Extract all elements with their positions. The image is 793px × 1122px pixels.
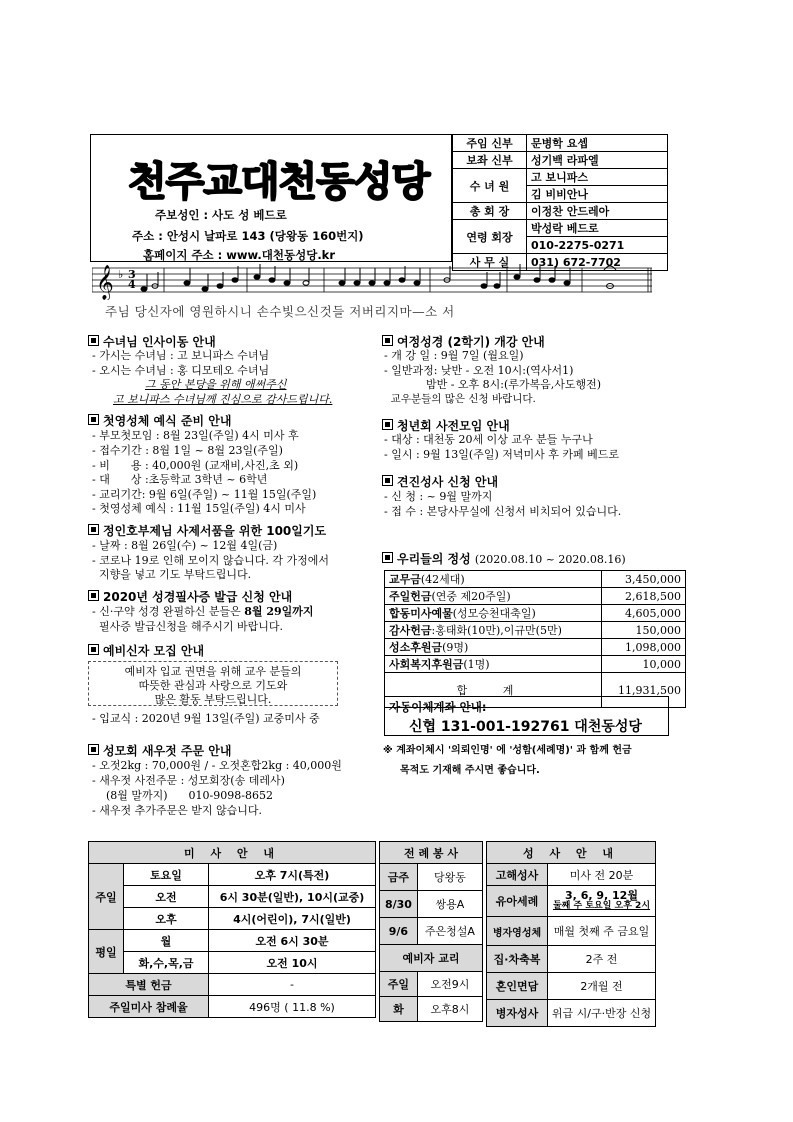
table-row: 합 계 11,931,500: [385, 673, 686, 708]
text-line: - 개 강 일 : 9월 7일 (월요일): [384, 349, 524, 362]
section-title-sister-transfer: 수녀님 인사이동 안내: [88, 333, 216, 350]
staff-table: [452, 134, 668, 271]
square-bullet-icon: [88, 414, 99, 425]
text-line: - 첫영성체 예식 : 11월 15일(주일) 4시 미사: [92, 502, 306, 515]
catechumen-message-box: 예비자 입교 권면을 위해 교우 분들의 따뜻한 관심과 사랑으로 기도와 많은 활동 부탁드립니다.: [88, 661, 338, 706]
table-row: 감사헌금:홍태화(10만),이규만(5만) 150,000: [385, 622, 686, 639]
svg-text:3: 3: [128, 268, 136, 281]
svg-text:4: 4: [128, 278, 136, 291]
bank-label: 자동이체계좌 안내:: [389, 700, 487, 714]
text-line: - 대 상 :초등학교 3학년 ~ 6학년: [92, 473, 268, 486]
square-bullet-icon: [382, 552, 393, 563]
square-bullet-icon: [88, 590, 99, 601]
table-row: 합동미사예물(성모승천대축일) 4,605,000: [385, 605, 686, 622]
text-line: - 새우젓 사전주문 : 성모회장(송 데레사): [92, 774, 285, 787]
sacrament-table: 성 사 안 내 고해성사 미사 전 20분 유아세례 3, 6, 9, 12월 둘째 주 토요일 오후 2시 병자영성체 매월 첫째 주 금요일 집·차축복 2주 전 혼인면담 2개월 전 병자성사 위급 시/구·반장 신청: [486, 841, 656, 1027]
section-title-offering: 우리들의 정성 (2020.08.10 ~ 2020.08.16): [382, 550, 626, 567]
staff-name: 031) 672-7702: [527, 254, 668, 271]
text-line: - 오시는 수녀님 : 홍 디모테오 수녀님: [92, 364, 270, 377]
text-line: - 신 청 : ~ 9월 말까지: [384, 490, 493, 503]
church-address: 주소 : 안성시 날파로 143 (당왕동 160번지): [132, 229, 364, 243]
table-row: 사회복지후원금(1명) 10,000: [385, 656, 686, 673]
text-line: 필사증 발급신청을 해주시기 바랍니다.: [92, 620, 283, 633]
church-title: 천주교대천동성당: [128, 159, 430, 205]
section-title-shrimp: 성모회 새우젓 주문 안내: [88, 742, 231, 759]
section-title-prayer: 정인호부제님 사제서품을 위한 100일기도: [88, 522, 326, 539]
staff-role: 연령 회장: [453, 220, 527, 254]
text-line: - 일시 : 9월 13일(주일) 저녁미사 후 카페 베드로: [384, 448, 619, 461]
text-line: - 일반과정: 낮반 - 오전 10시:(역사서1): [384, 364, 574, 377]
text-line: - 접 수 : 본당사무실에 신청서 비치되어 있습니다.: [384, 505, 622, 518]
staff-role: 보좌 신부: [453, 152, 527, 169]
patron-saint: 주보성인 : 사도 성 베드로: [155, 208, 287, 222]
svg-text:𝄞: 𝄞: [96, 265, 114, 300]
staff-role: 총 회 장: [453, 203, 527, 220]
staff-name: 010-2275-0271: [527, 237, 668, 254]
text-line: - 비 용 : 40,000원 (교재비,사진,초 외): [92, 459, 299, 472]
bank-account: 신협 131-001-192761 대천동성당: [409, 719, 642, 735]
text-line: - 부모첫모임 : 8월 23일(주일) 4시 미사 후: [92, 429, 299, 442]
staff-name: 성기백 라파엘: [527, 152, 668, 169]
staff-name: 이정찬 안드레아: [527, 203, 668, 220]
text-line: - 입교식 : 2020년 9월 13일(주일) 교중미사 중: [92, 712, 320, 725]
square-bullet-icon: [382, 419, 393, 430]
staff-name: 문병학 요셉: [527, 135, 668, 152]
liturgy-table: 전 례 봉 사 금주 당왕동 8/30 쌍용A 9/6 주은청설A 예비자 교리 주일 오전9시 화 오후8시: [379, 841, 483, 1022]
text-line: - 코로나 19로 인해 모이지 않습니다. 각 가정에서: [92, 554, 329, 567]
table-row: 성소후원금(9명) 1,098,000: [385, 639, 686, 656]
thanks-line: 고 보니파스 수녀님께 진심으로 감사드립니다.: [113, 393, 333, 406]
text-line: (8월 말까지) 010-9098-8652: [92, 789, 273, 802]
section-title-bible-study: 여정성경 (2학기) 개강 안내: [382, 333, 545, 350]
section-title-bible-copy: 2020년 성경필사증 발급 신청 안내: [88, 588, 292, 605]
text-line: 교우분들의 많은 신청 바랍니다.: [384, 393, 536, 405]
staff-name: 고 보니파스: [527, 169, 668, 186]
music-staff: [92, 262, 652, 300]
svg-text:♭: ♭: [118, 268, 124, 281]
section-title-confirmation: 견진성사 신청 안내: [382, 473, 498, 490]
text-line: - 신·구약 성경 완필하신 분들은 8월 29일까지: [92, 605, 314, 618]
table-row: 교무금(42세대) 3,450,000: [385, 571, 686, 588]
text-line: - 새우젓 추가주문은 받지 않습니다.: [92, 804, 262, 817]
bank-account-box: [384, 696, 669, 736]
square-bullet-icon: [88, 644, 99, 655]
mass-schedule-table: 미 사 안 내 주일 토요일 오후 7시(특전) 오전 6시 30분(일반), 10시(교중) 오후 4시(어린이), 7시(일반) 평일 월 오전 6시 30분 화,수,목,금 오전 10시 특별 헌금 - 주일미사 참례율 496명 ( 11.8 %): [88, 841, 376, 1018]
staff-role: 주임 신부: [453, 135, 527, 152]
square-bullet-icon: [382, 335, 393, 346]
staff-role: 사 무 실: [453, 254, 527, 271]
staff-name: 김 비비안나: [527, 186, 668, 203]
section-title-youth: 청년회 사전모임 안내: [382, 417, 510, 434]
square-bullet-icon: [88, 335, 99, 346]
text-line: - 날짜 : 8월 26일(수) ~ 12월 4일(금): [92, 539, 278, 552]
text-line: - 오젓2kg : 70,000원 / - 오젓혼합2kg : 40,000원: [92, 759, 342, 772]
transfer-note: 목적도 기재해 주시면 좋습니다.: [400, 765, 540, 776]
transfer-note: ※ 계좌이체시 '의뢰인명' 에 '성함(세례명)' 과 함께 헌금: [383, 745, 632, 756]
text-line: 밤반 - 오후 8시:(루가복음,사도행전): [384, 378, 602, 391]
square-bullet-icon: [88, 744, 99, 755]
table-row: 주일헌금(연중 제20주일) 2,618,500: [385, 588, 686, 605]
mass-title: 미 사 안 내: [89, 842, 376, 864]
text-line: - 대상 : 대천동 20세 이상 교우 분들 누구나: [384, 433, 593, 446]
square-bullet-icon: [382, 475, 393, 486]
text-line: - 접수기간 : 8월 1일 ~ 8월 23일(주일): [92, 444, 283, 457]
text-line: - 교리기간: 9월 6일(주일) ~ 11월 15일(주일): [92, 488, 317, 501]
thanks-line: 그 동안 본당을 위해 애써주신: [145, 378, 287, 391]
section-title-first-communion: 첫영성체 예식 준비 안내: [88, 412, 231, 429]
text-line: 지향을 넣고 기도 부탁드립니다.: [92, 568, 252, 581]
text-line: - 가시는 수녀님 : 고 보니파스 수녀님: [92, 349, 270, 362]
hymn-lyrics: 주님 당신자에 영원하시니 손수빛으신것들 저버리지마—소 서: [105, 304, 455, 319]
offering-table: [384, 570, 686, 708]
square-bullet-icon: [88, 524, 99, 535]
homepage: 홈페이지 주소 : www.대천동성당.kr: [143, 248, 336, 262]
staff-name: 박성락 베드로: [527, 220, 668, 237]
staff-role: 수 녀 원: [453, 169, 527, 203]
section-title-catechumen: 예비신자 모집 안내: [88, 642, 204, 659]
